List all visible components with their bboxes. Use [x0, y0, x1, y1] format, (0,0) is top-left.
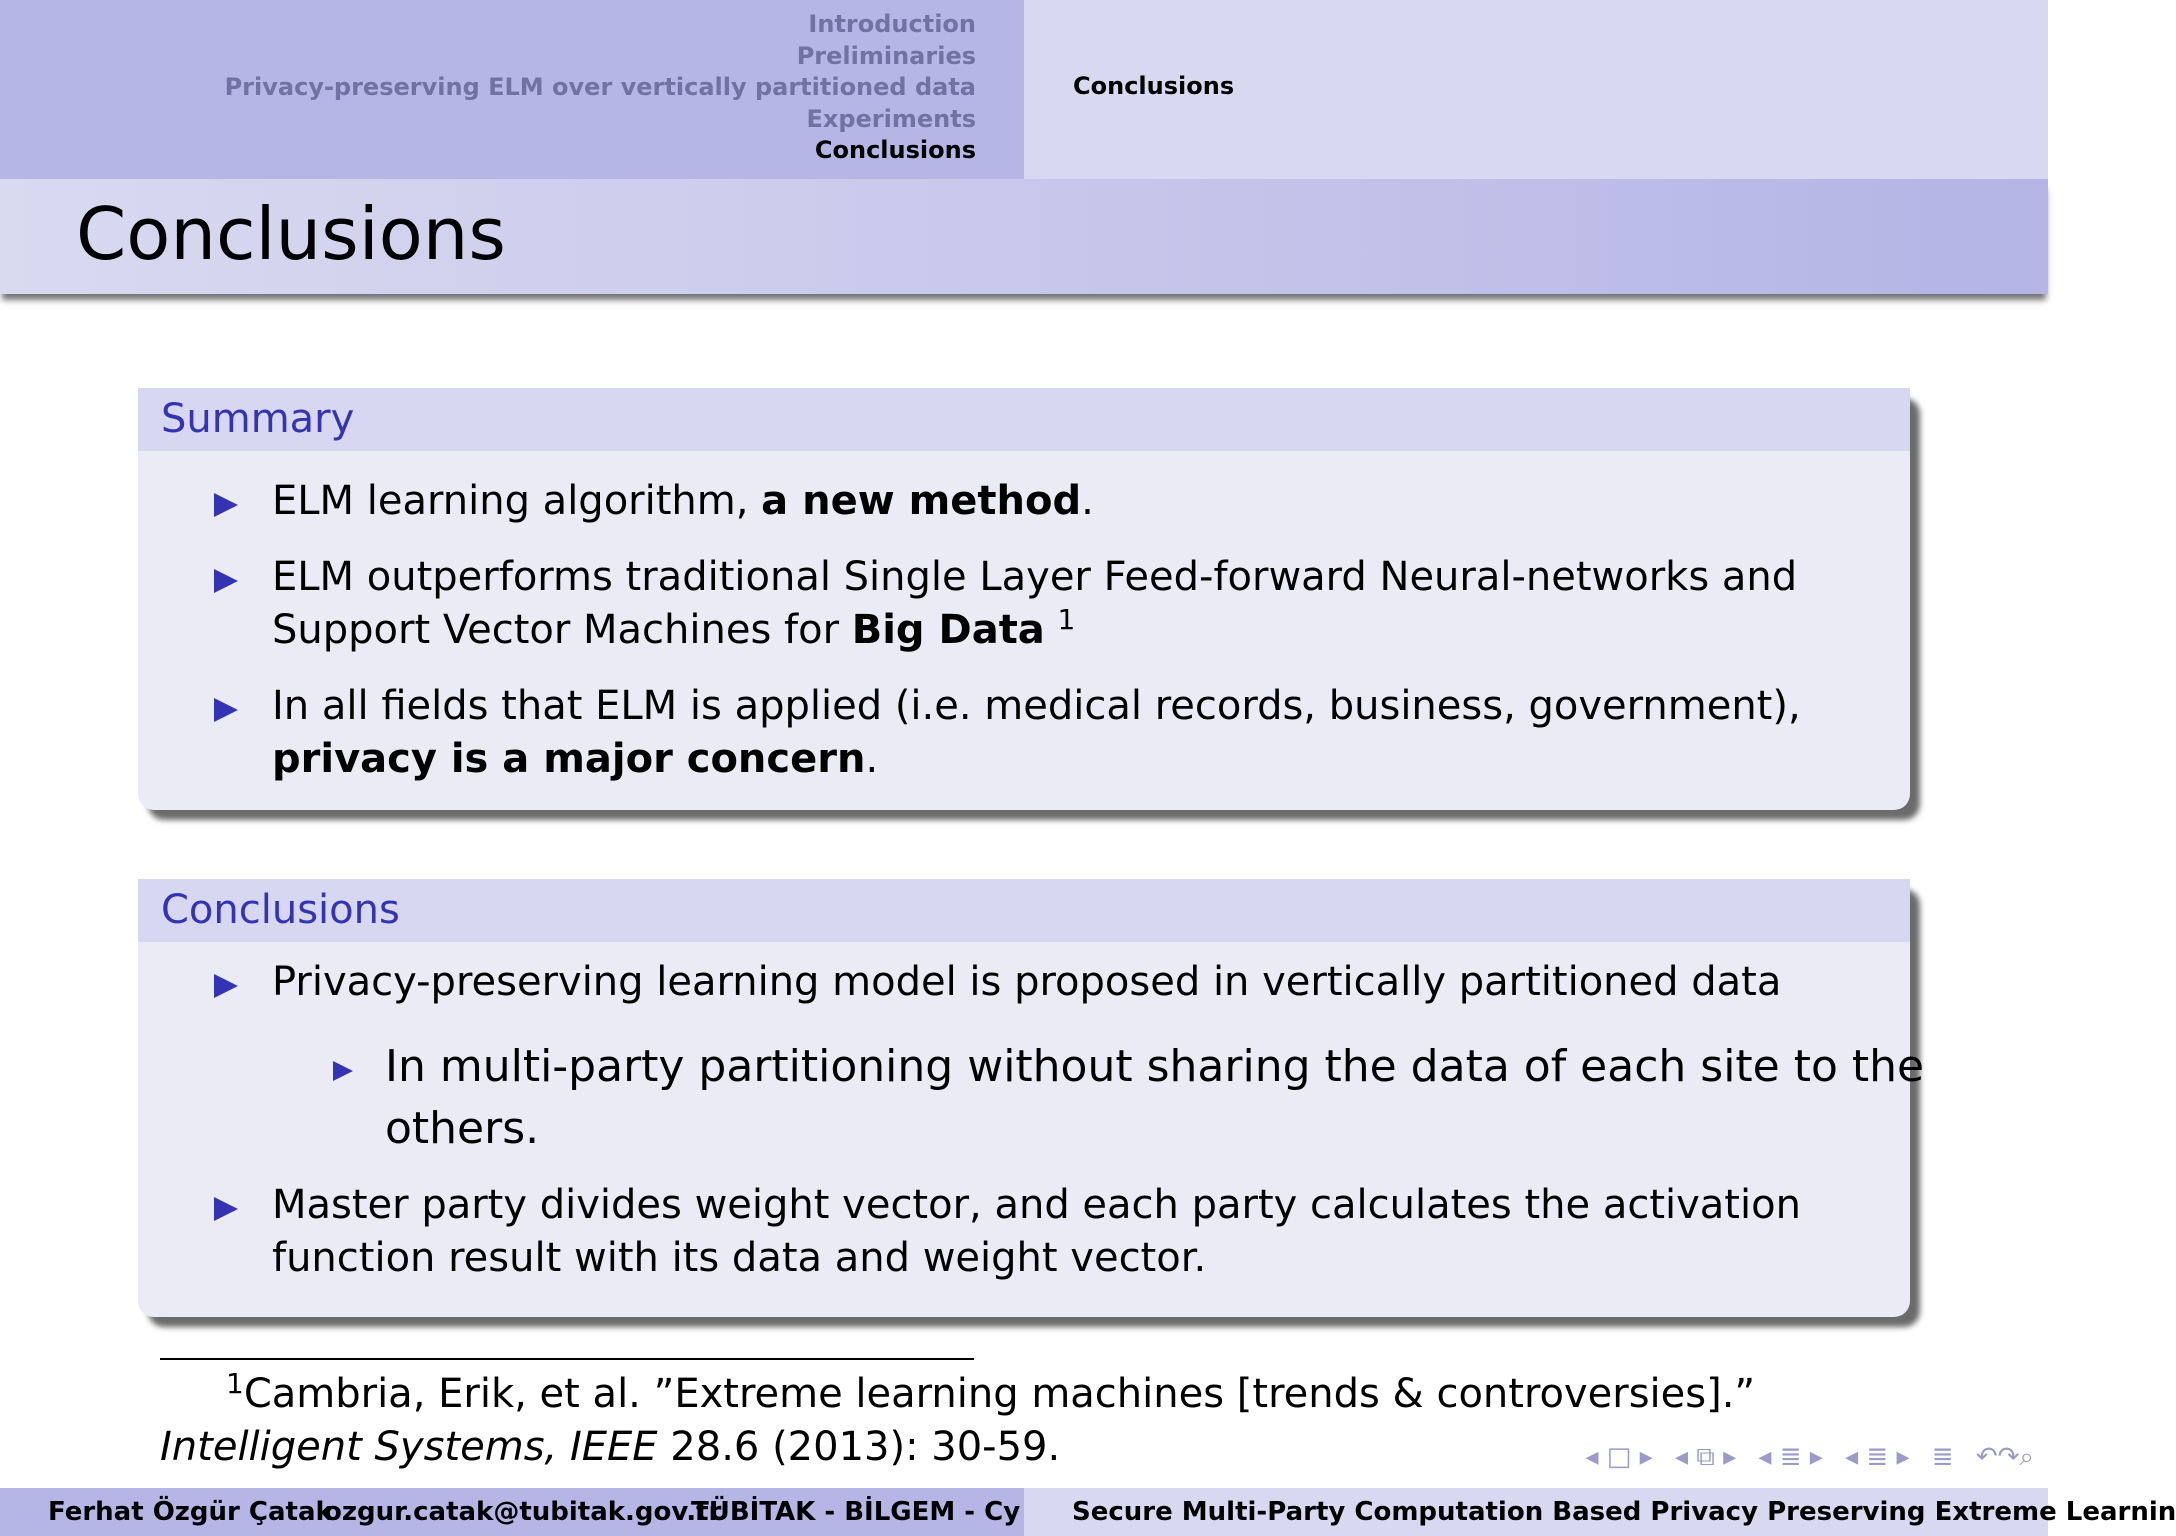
- bullet-icon: [214, 493, 238, 517]
- nav-section-conclusions[interactable]: Conclusions: [814, 136, 976, 164]
- summary-item-2: ELM outperforms traditional Single Layer Feed-forward Neural-networks and Support Vector Machines for Big Data $^1$: [272, 554, 1798, 653]
- header-section-panel: [0, 0, 1024, 179]
- footer-author-panel: [0, 1488, 1024, 1536]
- summary-item-3: In all fields that ELM is applied (i.e. medical records, business, government), privacy is a major concern.: [272, 683, 1801, 782]
- bullet-icon: [214, 974, 238, 998]
- conclusions-item-2: Master party divides weight vector, and each party calculates the activation function result with its data and weight vector.: [272, 1182, 1801, 1281]
- bullet-icon: [214, 569, 238, 593]
- footnote-line-2: Intelligent Systems, IEEE 28.6 (2013): 30-59.: [160, 1424, 1061, 1470]
- nav-section-introduction[interactable]: Introduction: [808, 10, 976, 38]
- beamer-navigation-symbols: [1571, 1442, 2034, 1473]
- document-nav-icon[interactable]: ◂ ≣ ▸: [1845, 1442, 1910, 1472]
- sub-bullet-icon: [333, 1061, 353, 1081]
- footer-institute: TÜBİTAK - BİLGEM - Cy: [691, 1497, 1021, 1527]
- section-navigation: [225, 9, 976, 167]
- conclusions-item-1: Privacy-preserving learning model is proposed in vertically partitioned data: [272, 959, 1782, 1005]
- footnote-rule: [160, 1358, 974, 1360]
- footer-email: ozgur.catak@tubitak.gov.tr: [324, 1497, 722, 1527]
- toc-nav-icon[interactable]: ≣: [1931, 1442, 1954, 1472]
- conclusions-block: [138, 879, 1925, 1317]
- footer-presentation-title: Secure Multi-Party Computation Based Privacy Preserving Extreme Learnin: [1072, 1497, 2176, 1527]
- footer-title-panel: [1024, 1488, 2176, 1536]
- summary-block: [138, 388, 1910, 810]
- nav-section-preliminaries[interactable]: Preliminaries: [796, 41, 976, 70]
- frame-nav-icon[interactable]: ◂ □ ▸: [1585, 1442, 1653, 1472]
- subsection-nav-icon[interactable]: ◂ ⧉ ▸: [1674, 1442, 1737, 1472]
- bullet-icon: [214, 698, 238, 722]
- footnote-line-1: $^1$Cambria, Erik, et al. ”Extreme learning machines [trends & controversies].”: [226, 1367, 1756, 1417]
- header-subsection-panel: [1024, 0, 2048, 179]
- section-nav-icon[interactable]: ◂ ≣ ▸: [1758, 1442, 1823, 1472]
- nav-current-subsection[interactable]: Conclusions: [1073, 72, 1235, 100]
- footnote-reference[interactable]: 1: [1057, 603, 1076, 636]
- footer-author: Ferhat Özgür Çatak: [48, 1497, 333, 1527]
- frame-title: Conclusions: [76, 192, 506, 276]
- conclusions-block-title: Conclusions: [138, 879, 1910, 942]
- summary-item-1: ELM learning algorithm, a new method.: [272, 478, 1094, 524]
- bullet-icon: [214, 1197, 238, 1221]
- summary-block-title: Summary: [138, 388, 1910, 451]
- back-search-icon[interactable]: ↶↷⌕: [1975, 1442, 2034, 1472]
- frame-title-bar: [0, 179, 2048, 294]
- nav-section-experiments[interactable]: Experiments: [806, 104, 976, 133]
- conclusions-subitem-1: In multi-party partitioning without sharing the data of each site to the others.: [385, 1041, 1925, 1154]
- nav-section-privacy-preserving-elm[interactable]: Privacy-preserving ELM over vertically partitioned data: [224, 73, 976, 101]
